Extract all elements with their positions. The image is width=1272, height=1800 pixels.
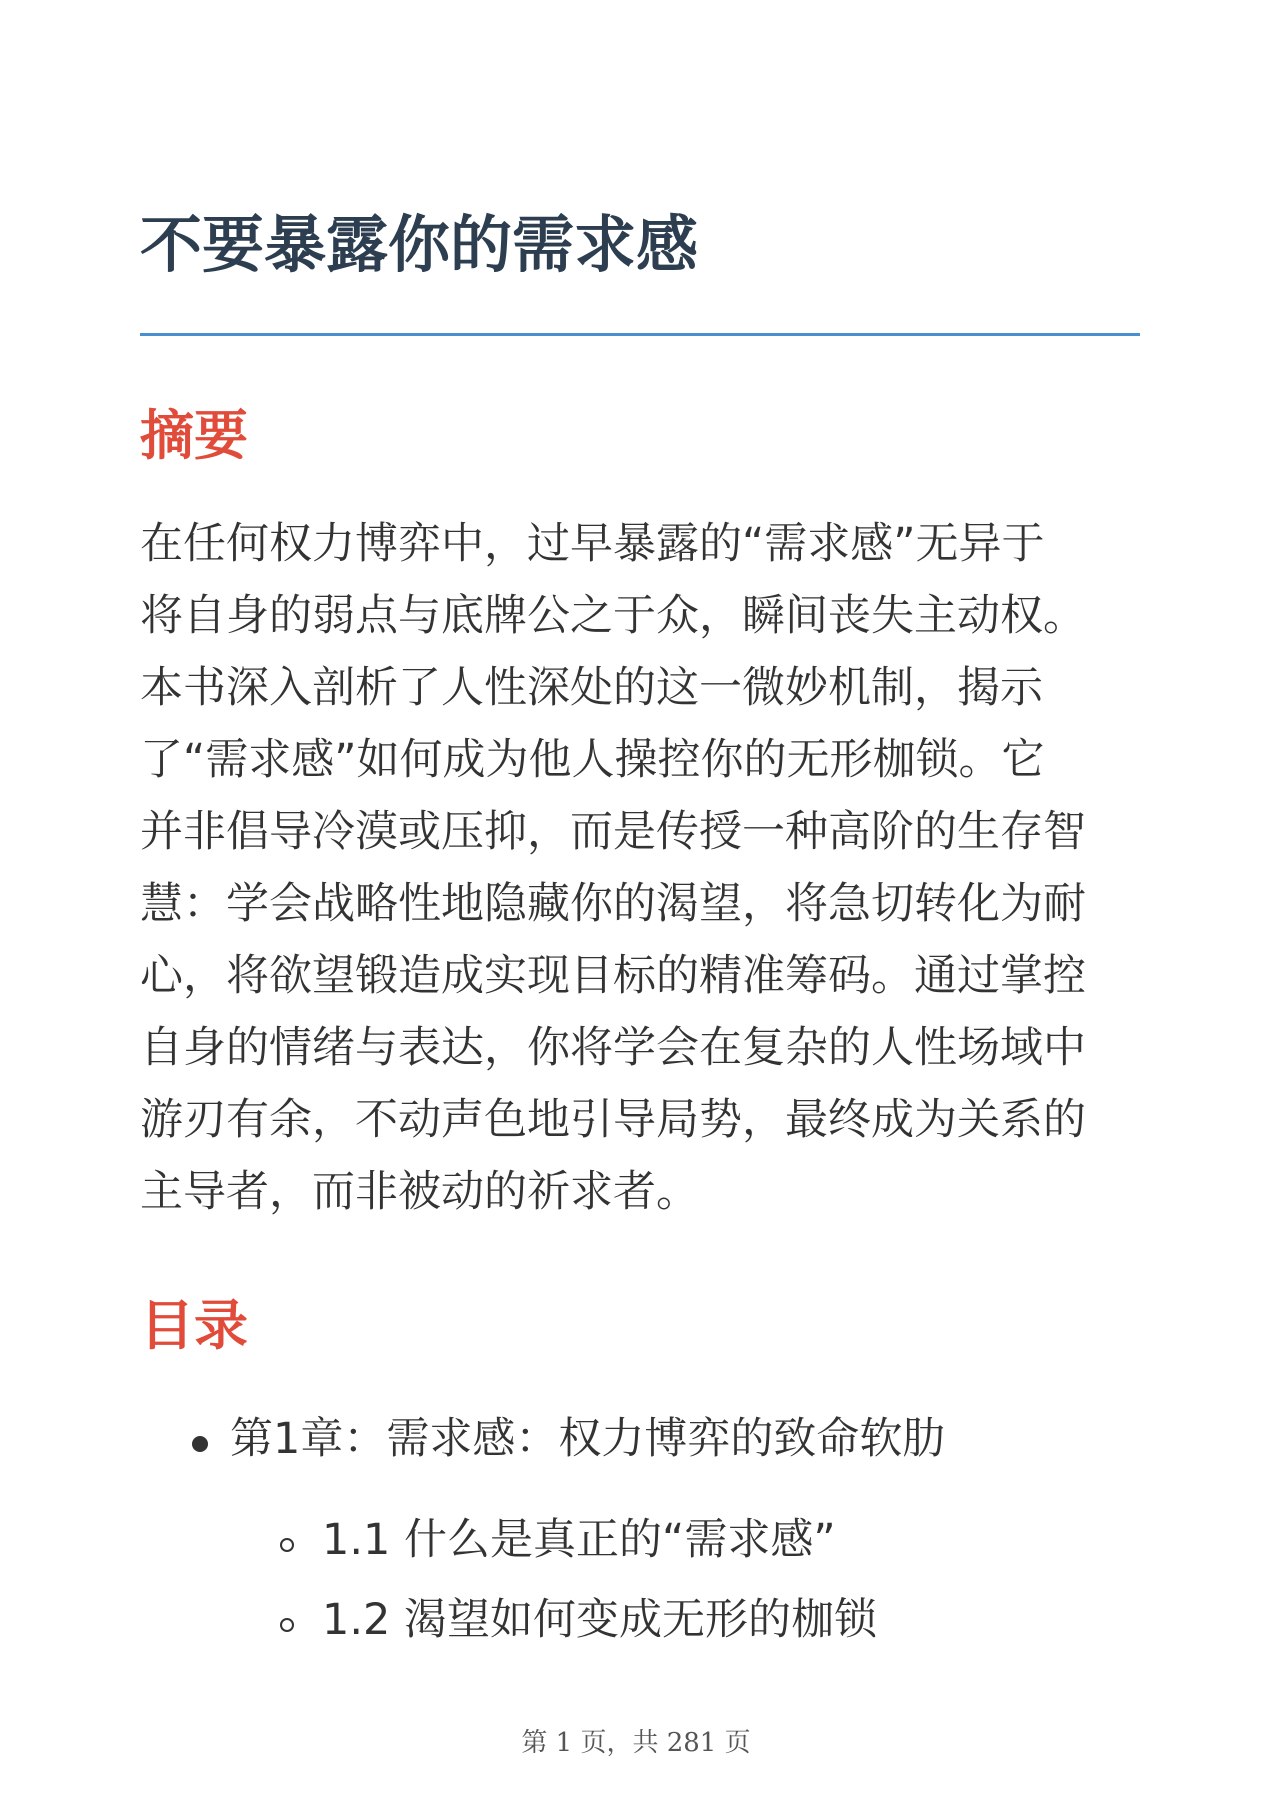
summary-line: 慧：学会战略性地隐藏你的渴望，将急切转化为耐 xyxy=(140,879,1086,929)
summary-line: 心，将欲望锻造成实现目标的精准筹码。通过掌控 xyxy=(140,951,1086,1001)
toc-chapter-1[interactable]: 第1章：需求感：权力博弈的致命软肋 xyxy=(230,1414,946,1464)
toc-section-1-1[interactable]: 1.1 什么是真正的“需求感” xyxy=(322,1515,836,1565)
summary-line: 游刃有余，不动声色地引导局势，最终成为关系的 xyxy=(140,1095,1086,1145)
document-title: 不要暴露你的需求感 xyxy=(140,208,699,281)
summary-line: 将自身的弱点与底牌公之于众，瞬间丧失主动权。 xyxy=(140,591,1086,641)
bullet-disc-icon xyxy=(192,1436,208,1452)
summary-line: 本书深入剖析了人性深处的这一微妙机制，揭示 xyxy=(140,663,1043,713)
bullet-circle-icon xyxy=(280,1618,294,1632)
bullet-circle-icon xyxy=(280,1538,294,1552)
summary-paragraph xyxy=(140,508,1140,1228)
summary-line: 自身的情绪与表达，你将学会在复杂的人性场域中 xyxy=(140,1023,1086,1073)
summary-line: 主导者，而非被动的祈求者。 xyxy=(140,1167,699,1217)
summary-heading: 摘要 xyxy=(140,404,248,467)
summary-line: 在任何权力博弈中，过早暴露的“需求感”无异于 xyxy=(140,519,1045,569)
summary-line: 了“需求感”如何成为他人操控你的无形枷锁。它 xyxy=(140,735,1045,785)
toc-heading: 目录 xyxy=(140,1294,248,1357)
title-divider xyxy=(140,333,1140,336)
page-indicator: 第 1 页，共 281 页 xyxy=(521,1728,751,1758)
toc-section-1-2[interactable]: 1.2 渴望如何变成无形的枷锁 xyxy=(322,1595,878,1645)
summary-line: 并非倡导冷漠或压抑，而是传授一种高阶的生存智 xyxy=(140,807,1086,857)
